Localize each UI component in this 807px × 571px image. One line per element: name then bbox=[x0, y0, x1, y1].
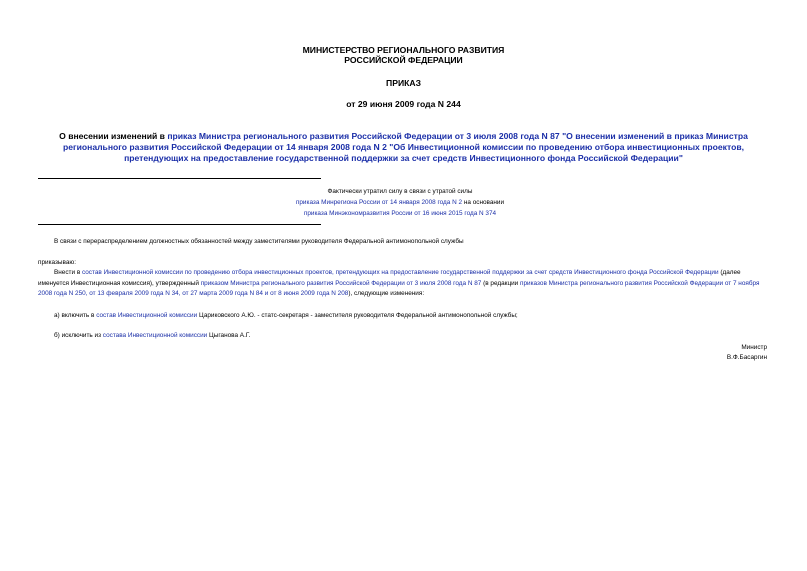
title-prefix: О внесении изменений в bbox=[59, 131, 168, 141]
item-b-paragraph bbox=[38, 331, 768, 342]
preamble-paragraph: В связи с перераспределением должностных обязанностей между заместителями руководителя Федеральной антимонопольной службы bbox=[54, 238, 464, 245]
status-note-suffix: на основании bbox=[462, 199, 505, 206]
item-a-paragraph bbox=[38, 311, 768, 322]
status-top-divider bbox=[38, 178, 321, 179]
status-minregion-order-link[interactable]: приказа Минрегиона России от 14 января 2008 года N 2 bbox=[295, 199, 463, 206]
main-paragraph bbox=[38, 268, 768, 300]
main-text-3: (в редакции bbox=[481, 279, 521, 287]
order-word: приказываю: bbox=[38, 259, 76, 266]
document-type: ПРИКАЗ bbox=[386, 78, 421, 88]
main-text-1: Внести в bbox=[54, 269, 82, 276]
status-note-line1: Фактически утратил силу в связи с утратой силы bbox=[327, 188, 473, 195]
ministry-name-line2: РОССИЙСКОЙ ФЕДЕРАЦИИ bbox=[344, 55, 463, 65]
status-minecon-order-link[interactable]: приказа Минэкономразвития России от 16 июня 2015 года N 374 bbox=[303, 210, 497, 217]
title-amended-order-link[interactable]: приказ Министра регионального развития Российской Федерации от 3 июля 2008 года N 87 "О внесении изменений в приказ Министра регионального развития Российской Федерации от 14 января 2008 года N 2 "Об Инвестиционной комиссии по проведению отбора инвестиционных проектов, претендующих на предоставление государственной поддержки за счет средств Инвестиционного фонда Российской Федерации" bbox=[62, 131, 748, 163]
item-b-text-1: б) исключить из bbox=[54, 332, 103, 339]
main-text-2: (далее именуется Инвестиционная комиссия), утвержденный bbox=[38, 269, 741, 287]
status-note-line3 bbox=[180, 208, 620, 219]
signature-name: В.Ф.Басаргин bbox=[726, 354, 767, 361]
status-note-line2 bbox=[180, 197, 620, 208]
item-a-text-1: а) включить в bbox=[54, 312, 97, 319]
commission-composition-link[interactable]: состав Инвестиционной комиссии по проведению отбора инвестиционных проектов, претендующих на предоставление государственной поддержки за счет средств Инвестиционного фонда Российской Федерации bbox=[81, 269, 719, 276]
signature-position: Министр bbox=[741, 344, 767, 351]
status-bottom-divider bbox=[38, 224, 321, 225]
document-title bbox=[40, 131, 767, 164]
main-text-4: ), следующие изменения: bbox=[348, 290, 425, 297]
item-a-commission-link[interactable]: состав Инвестиционной комиссии bbox=[96, 312, 198, 319]
item-a-text-2: Цариковского А.Ю. - статс-секретаря - заместителя руководителя Федеральной антимонопольной службы; bbox=[197, 312, 518, 319]
ministry-name-line1: МИНИСТЕРСТВО РЕГИОНАЛЬНОГО РАЗВИТИЯ bbox=[302, 45, 505, 55]
item-b-text-2: Цыганова А.Г. bbox=[207, 332, 251, 339]
item-b-commission-link[interactable]: состава Инвестиционной комиссии bbox=[102, 332, 208, 339]
document-date-number: от 29 июня 2009 года N 244 bbox=[346, 99, 461, 109]
amending-orders-link[interactable]: приказов Министра регионального развития Российской Федерации от 7 ноября 2008 года N 250, от 13 февраля 2009 года N 34, от 27 марта 2009 года N 84 и от 8 июня 2009 года N 208 bbox=[38, 279, 760, 297]
order-87-link[interactable]: приказом Министра регионального развития Российской Федерации от 3 июля 2008 года N 87 bbox=[200, 279, 482, 287]
